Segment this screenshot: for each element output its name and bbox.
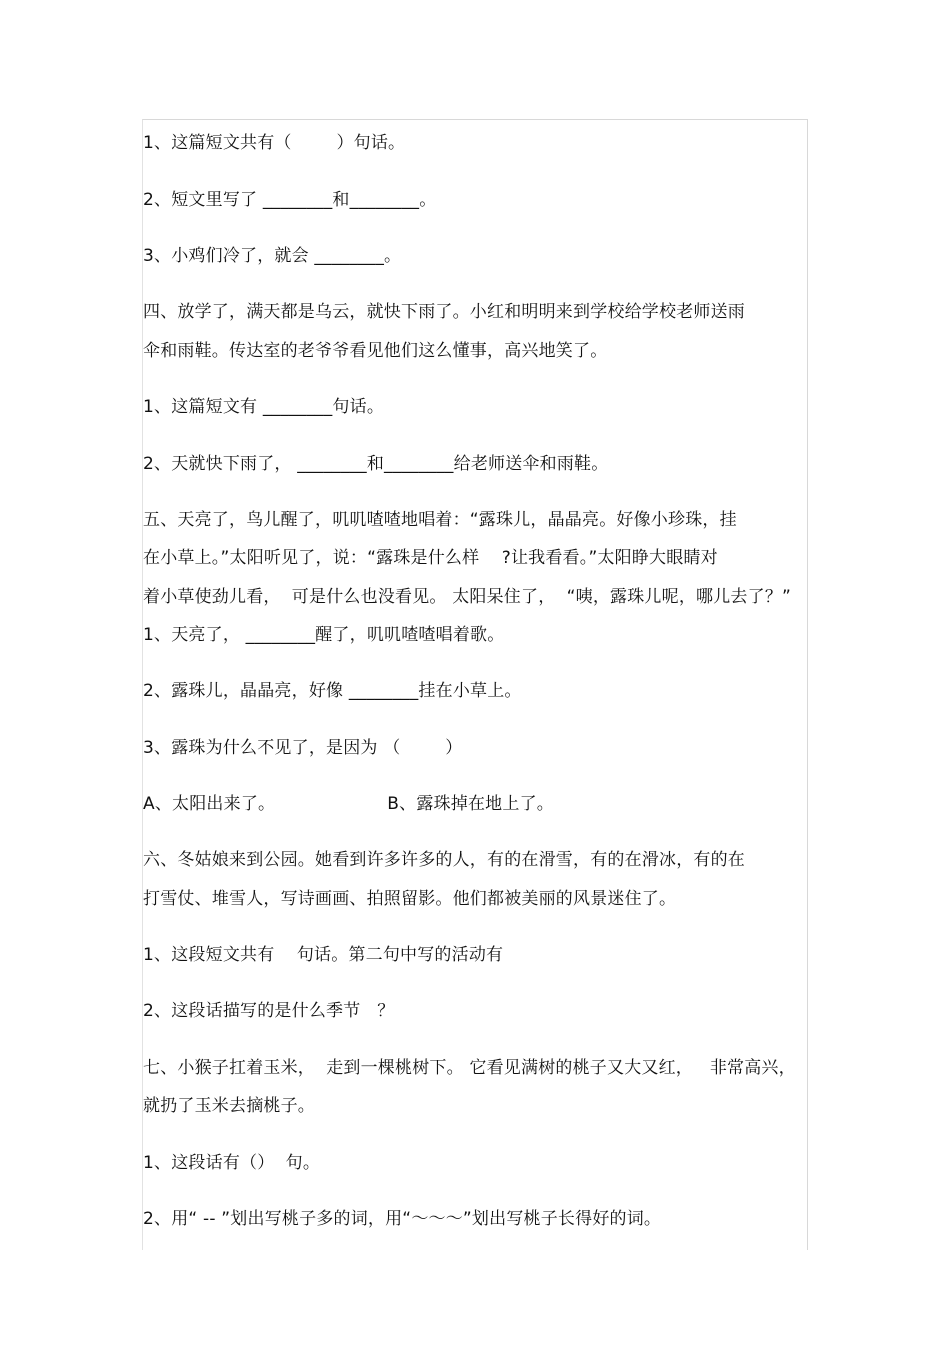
text-line: 1、这篇短文共有（ ）句话。: [143, 133, 406, 153]
text-line: 1、天亮了， ________醒了，叽叽喳喳唱着歌。: [143, 625, 505, 645]
text-line: 1、这篇短文有 ________句话。: [143, 397, 385, 417]
text-line: 打雪仗、堆雪人，写诗画画、拍照留影。他们都被美丽的风景迷住了。: [143, 889, 677, 909]
text-line: 2、露珠儿，晶晶亮，好像 ________挂在小草上。: [143, 681, 522, 701]
text-line: 伞和雨鞋。传达室的老爷爷看见他们这么懂事，高兴地笑了。: [143, 341, 608, 361]
text-line: 四、放学了，满天都是乌云，就快下雨了。小红和明明来到学校给学校老师送雨: [143, 302, 745, 322]
text-line: 2、用“ -- ”划出写桃子多的词，用“～～～”划出写桃子长得好的词。: [143, 1209, 662, 1229]
text-line: 五、天亮了，鸟儿醒了，叽叽喳喳地唱着：“露珠儿，晶晶亮。好像小珍珠，挂: [143, 510, 737, 530]
text-line: 3、小鸡们冷了，就会 ________。: [143, 246, 402, 266]
text-line: 2、这段话描写的是什么季节 ？: [143, 1001, 395, 1021]
text-line: A、太阳出来了。 B、露珠掉在地上了。: [143, 794, 554, 814]
text-line: 1、这段短文共有 句话。第二句中写的活动有: [143, 945, 504, 965]
text-line: 2、短文里写了 ________和________。: [143, 190, 437, 210]
text-line: 着小草使劲儿看， 可是什么也没看见。 太阳呆住了， “咦，露珠儿呢，哪儿去了？”: [143, 587, 792, 607]
text-line: 六、冬姑娘来到公园。她看到许多许多的人，有的在滑雪，有的在滑冰，有的在: [143, 850, 745, 870]
text-line: 七、小猴子扛着玉米， 走到一棵桃树下。 它看见满树的桃子又大又红， 非常高兴，: [143, 1058, 796, 1078]
text-line: 1、这段话有（） 句。: [143, 1153, 321, 1173]
text-line: 2、天就快下雨了， ________和________给老师送伞和雨鞋。: [143, 454, 609, 474]
text-line: 3、露珠为什么不见了，是因为 （ ）: [143, 738, 463, 758]
text-line: 在小草上。”太阳听见了，说：“露珠是什么样 ?让我看看。”太阳睁大眼睛对: [143, 548, 718, 568]
text-line: 就扔了玉米去摘桃子。: [143, 1096, 315, 1116]
